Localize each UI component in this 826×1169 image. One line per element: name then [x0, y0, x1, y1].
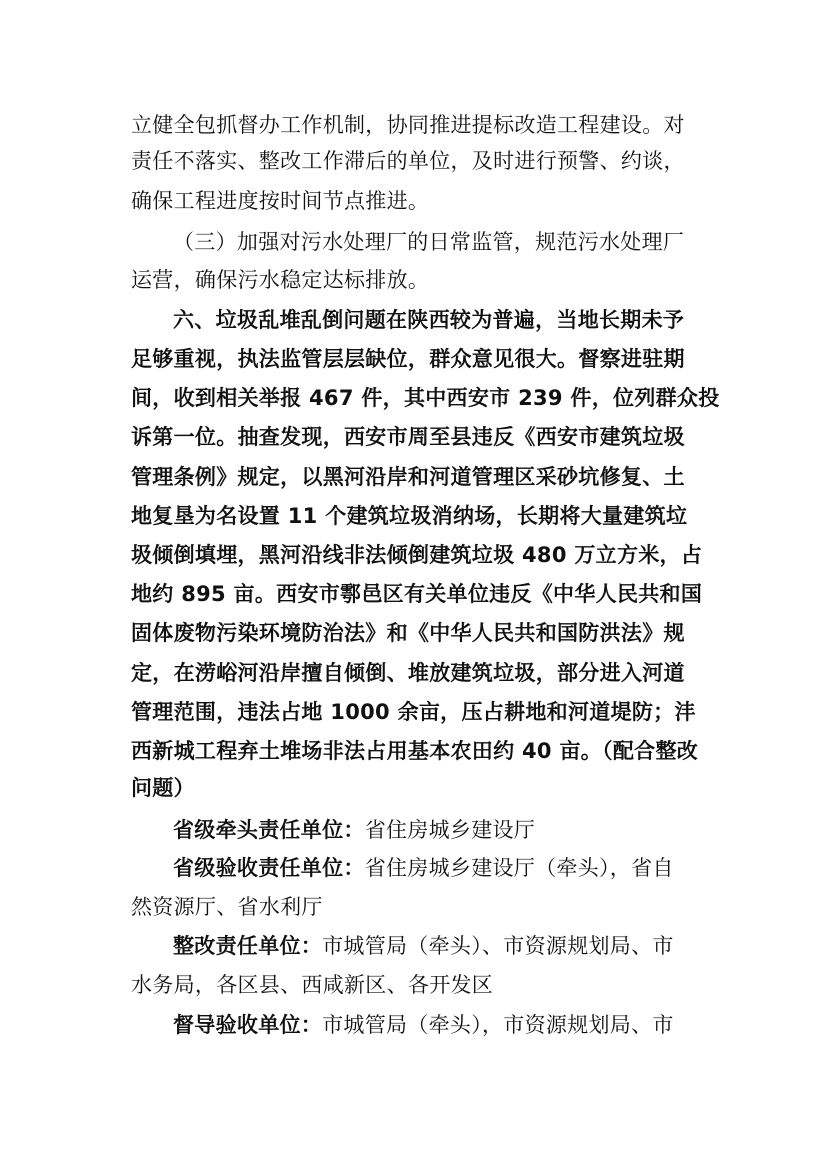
paragraph-3-line-8: 地约 895 亩。西安市鄠邑区有关单位违反《中华人民共和国	[131, 582, 703, 606]
lead-unit-label: 省级牵头责任单位：	[173, 818, 365, 842]
paragraph-1-line-2: 责任不落实、整改工作滞后的单位，及时进行预警、约谈，	[131, 149, 685, 173]
paragraph-3-line-12: 西新城工程弃土堆场非法占用基本农田约 40 亩。（配合整改	[131, 739, 699, 763]
paragraph-1-line-3: 确保工程进度按时间节点推进。	[131, 189, 430, 213]
paragraph-3-line-6: 地复垦为名设置 11 个建筑垃圾消纳场，长期将大量建筑垃	[131, 504, 688, 528]
lead-unit-line	[173, 815, 535, 845]
rectification-unit-line-1	[173, 931, 674, 961]
acceptance-unit-label: 省级验收责任单位：	[173, 856, 365, 880]
paragraph-3-line-3: 间，收到相关举报 467 件，其中西安市 239 件，位列群众投	[131, 386, 720, 410]
paragraph-3-line-7: 圾倾倒填埋，黑河沿线非法倾倒建筑垃圾 480 万立方米，占	[131, 543, 703, 567]
paragraph-3-line-2: 足够重视，执法监管层层缺位，群众意见很大。督察进驻期	[131, 347, 685, 371]
acceptance-unit-line-2: 然资源厅、省水利厅	[131, 895, 323, 919]
rectification-unit-value-1: 市城管局（牵头）、市资源规划局、市	[322, 934, 674, 958]
paragraph-3-line-1: 六、垃圾乱堆乱倒问题在陕西较为普遍，当地长期未予	[173, 308, 685, 332]
rectification-unit-label: 整改责任单位：	[173, 934, 323, 958]
paragraph-3-line-9: 固体废物污染环境防治法》和《中华人民共和国防洪法》规	[131, 621, 685, 645]
acceptance-unit-value-1: 省住房城乡建设厅（牵头），省自	[364, 856, 674, 880]
rectification-unit-line-2: 水务局，各区县、西咸新区、各开发区	[131, 973, 494, 997]
paragraph-3-line-10: 定，在涝峪河沿岸擅自倾倒、堆放建筑垃圾，部分进入河道	[131, 661, 685, 685]
supervision-unit-line-1	[173, 1010, 674, 1040]
paragraph-3-line-11: 管理范围，违法占地 1000 余亩，压占耕地和河道堤防；沣	[131, 700, 696, 724]
paragraph-1-line-1: 立健全包抓督办工作机制，协同推进提标改造工程建设。对	[131, 113, 685, 137]
paragraph-3-line-4: 诉第一位。抽查发现，西安市周至县违反《西安市建筑垃圾	[131, 425, 685, 449]
lead-unit-value: 省住房城乡建设厅	[364, 818, 536, 842]
supervision-unit-value-1: 市城管局（牵头），市资源规划局、市	[322, 1013, 674, 1037]
paragraph-2-line-1: （三）加强对污水处理厂的日常监管，规范污水处理厂	[173, 230, 685, 254]
paragraph-3-line-5: 管理条例》规定，以黑河沿岸和河道管理区采砂坑修复、土	[131, 465, 685, 489]
paragraph-3-line-13: 问题）	[131, 776, 195, 800]
supervision-unit-label: 督导验收单位：	[173, 1013, 323, 1037]
paragraph-2-line-2: 运营，确保污水稳定达标排放。	[131, 268, 430, 292]
acceptance-unit-line-1	[173, 853, 674, 883]
